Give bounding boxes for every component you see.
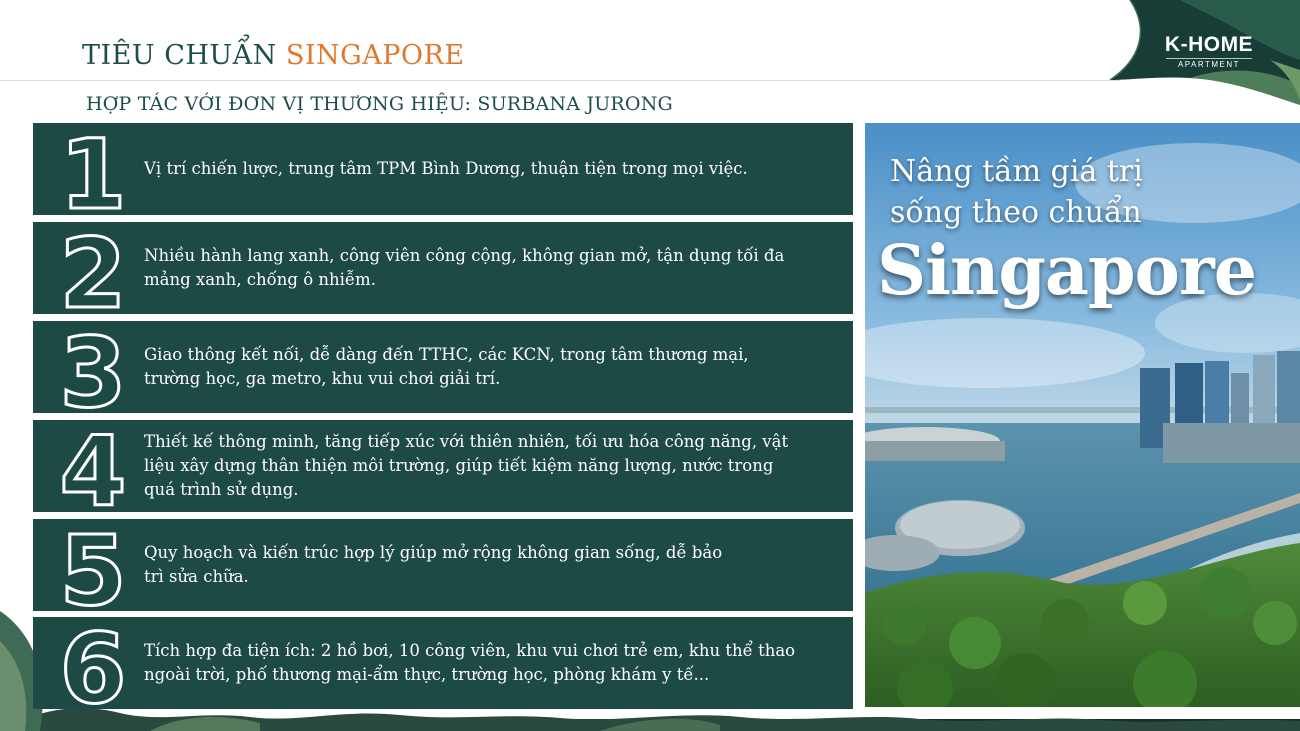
item-text-line: Quy hoạch và kiến trúc hợp lý giúp mở rộng không gian sống, dễ bảo (144, 543, 723, 562)
page-title (82, 40, 465, 71)
item-text-line: quá trình sử dụng. (144, 480, 299, 499)
item-number: 5 (59, 519, 127, 611)
item-text-line: mảng xanh, chống ô nhiễm. (144, 270, 376, 289)
item-text-line: Vị trí chiến lược, trung tâm TPM Bình Dương, thuận tiện trong mọi việc. (144, 159, 748, 178)
item-text-line: ngoài trời, phố thương mại-ẩm thực, trường học, phòng khám y tế... (144, 665, 710, 684)
photo-tagline-big: Singapore (877, 231, 1256, 311)
item-text-line: trì sửa chữa. (144, 567, 249, 586)
brand-logo (1154, 33, 1264, 69)
item-text-line: Giao thông kết nối, dễ dàng đến TTHC, các KCN, trong tâm thương mại, (144, 345, 749, 364)
title-part-2: SINGAPORE (285, 40, 465, 71)
item-number: 4 (59, 420, 127, 512)
criteria-item-1 (33, 123, 853, 215)
criteria-item-3 (33, 321, 853, 413)
item-text-line: trường học, ga metro, khu vui chơi giải trí. (144, 369, 501, 388)
criteria-item-4 (33, 420, 853, 512)
item-number: 6 (59, 617, 127, 709)
tagline-line-1: Nâng tầm giá trị (890, 154, 1143, 189)
item-number: 2 (59, 222, 127, 314)
criteria-item-6 (33, 617, 853, 709)
item-text (144, 123, 829, 215)
singapore-skyline-photo (865, 123, 1300, 707)
title-part-1: TIÊU CHUẨN (82, 40, 286, 71)
header-divider (0, 80, 1120, 81)
photo-tagline (890, 151, 1143, 233)
page-subtitle: HỢP TÁC VỚI ĐƠN VỊ THƯƠNG HIỆU: SURBANA JURONG (86, 93, 673, 115)
item-text-line: Thiết kế thông minh, tăng tiếp xúc với thiên nhiên, tối ưu hóa công năng, vật (144, 432, 789, 451)
item-text-line: liệu xây dựng thân thiện môi trường, giúp tiết kiệm năng lượng, nước trong (144, 456, 774, 475)
item-text (144, 617, 829, 709)
item-number: 3 (59, 321, 127, 413)
logo-brand: K-HOME (1164, 33, 1254, 56)
item-text-line: Tích hợp đa tiện ích: 2 hồ bơi, 10 công viên, khu vui chơi trẻ em, khu thể thao (144, 641, 796, 660)
item-text-line: Nhiều hành lang xanh, công viên công cộng, không gian mở, tận dụng tối đa (144, 246, 785, 265)
criteria-item-5 (33, 519, 853, 611)
logo-sub: APARTMENT (1166, 58, 1252, 69)
item-number: 1 (59, 123, 127, 215)
item-text (144, 222, 829, 314)
item-text (144, 420, 829, 512)
criteria-item-2 (33, 222, 853, 314)
item-text (144, 519, 829, 611)
item-text (144, 321, 829, 413)
tagline-line-2: sống theo chuẩn (890, 195, 1142, 230)
